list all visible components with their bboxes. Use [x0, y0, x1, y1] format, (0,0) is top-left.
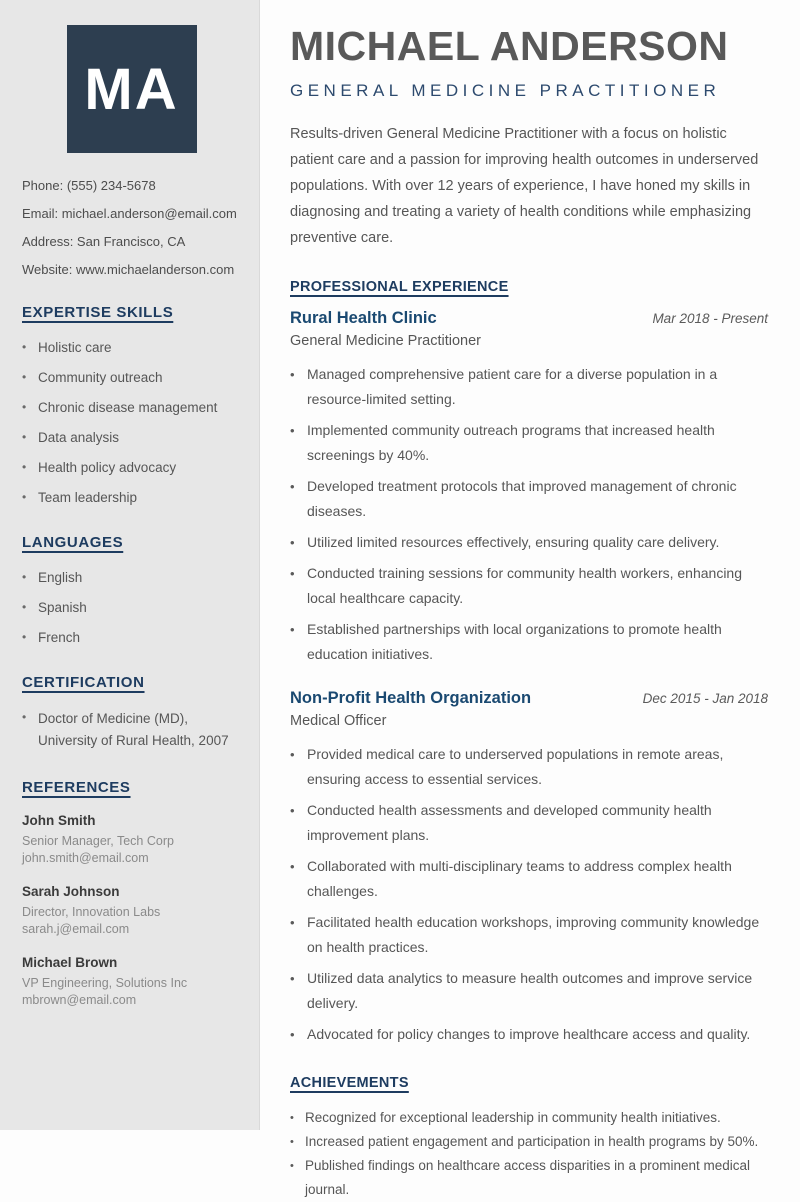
bullet-dot: • — [290, 915, 295, 930]
job-bullets — [290, 742, 768, 1047]
job-bullet — [290, 798, 768, 848]
reference-name: Sarah Johnson — [22, 884, 120, 899]
bullet-dot: • — [290, 971, 295, 986]
person-name: MICHAEL ANDERSON — [290, 23, 729, 69]
skill-item — [22, 458, 241, 477]
bullet-dot: • — [290, 1160, 294, 1172]
job-bullet — [290, 561, 768, 611]
bullet-dot: • — [290, 367, 295, 382]
skill-label: Holistic care — [38, 340, 112, 355]
monogram-badge — [67, 25, 197, 153]
job-header — [290, 309, 768, 328]
certification-label: Doctor of Medicine (MD), University of Rural Health, 2007 — [38, 711, 229, 748]
reference-name: John Smith — [22, 813, 96, 828]
reference-email: mbrown@email.com — [22, 993, 137, 1007]
reference-email: sarah.j@email.com — [22, 922, 130, 936]
achievement-item — [290, 1130, 768, 1154]
language-label: English — [38, 570, 83, 585]
contact-line: Address: San Francisco, CA — [22, 234, 186, 249]
bullet-dot: • — [290, 423, 295, 438]
skill-item — [22, 488, 241, 507]
reference-role: Senior Manager, Tech Corp — [22, 834, 174, 848]
languages-heading: LANGUAGES — [22, 534, 124, 551]
bullet-dot: • — [22, 370, 27, 384]
job-bullet-text: Provided medical care to underserved populations in remote areas, ensuring access to essential services. — [307, 746, 724, 787]
job-bullet-text: Conducted training sessions for community health workers, enhancing local healthcare capacity. — [307, 565, 743, 606]
skills-list — [22, 338, 241, 507]
bullet-dot: • — [290, 535, 295, 550]
achievement-text: Recognized for exceptional leadership in community health initiatives. — [305, 1110, 721, 1125]
bullet-dot: • — [22, 460, 27, 474]
job-bullet — [290, 617, 768, 667]
bullet-dot: • — [290, 1136, 294, 1148]
job-dates: Dec 2015 - Jan 2018 — [642, 691, 768, 706]
job-bullet-text: Utilized limited resources effectively, ensuring quality care delivery. — [307, 534, 720, 550]
job-dates: Mar 2018 - Present — [652, 311, 768, 326]
bullet-dot: • — [22, 400, 27, 414]
summary-text: Results-driven General Medicine Practitioner with a focus on holistic patient care and a passion for improving health outcomes in underserved populations. With over 12 years of experience, I have honed my skills in diagnosing and treating a variety of health conditions while emphasizing preventive care. — [290, 126, 759, 246]
skill-label: Health policy advocacy — [38, 460, 177, 475]
bullet-dot: • — [290, 1027, 295, 1042]
bullet-dot: • — [290, 1112, 294, 1124]
job-company: Non-Profit Health Organization — [290, 689, 532, 707]
skill-item — [22, 428, 241, 447]
job-bullet — [290, 474, 768, 524]
job-bullet — [290, 854, 768, 904]
language-item — [22, 568, 241, 587]
job-bullet-text: Established partnerships with local organizations to promote health education initiatives. — [307, 621, 722, 662]
bullet-dot: • — [22, 600, 27, 614]
monogram-text: MA — [84, 56, 179, 122]
main-column — [260, 0, 800, 1197]
job-bullet-text: Implemented community outreach programs that increased health screenings by 40%. — [307, 422, 715, 463]
references-list — [22, 813, 241, 1009]
reference-email: john.smith@email.com — [22, 851, 149, 865]
reference-entry — [22, 955, 241, 1009]
bullet-dot: • — [290, 859, 295, 874]
job-entry — [290, 309, 768, 667]
contact-line: Website: www.michaelanderson.com — [22, 262, 235, 277]
skill-item — [22, 398, 241, 417]
contact-line: Phone: (555) 234-5678 — [22, 178, 156, 193]
reference-entry — [22, 813, 241, 867]
skills-heading: EXPERTISE SKILLS — [22, 304, 174, 321]
skill-item — [22, 338, 241, 357]
achievement-item — [290, 1106, 768, 1130]
achievements-heading: ACHIEVEMENTS — [290, 1075, 409, 1091]
certification-item — [22, 708, 241, 752]
job-role: Medical Officer — [290, 713, 387, 729]
job-bullet — [290, 530, 768, 555]
bullet-dot: • — [290, 622, 295, 637]
language-item — [22, 628, 241, 647]
achievements-list — [290, 1106, 768, 1202]
jobs — [290, 309, 768, 1047]
bullet-dot: • — [22, 490, 27, 504]
language-item — [22, 598, 241, 617]
achievement-text: Published findings on healthcare access disparities in a prominent medical journal. — [305, 1158, 750, 1197]
language-label: French — [38, 630, 81, 645]
job-bullet — [290, 362, 768, 412]
bullet-dot: • — [290, 479, 295, 494]
certification-list — [22, 708, 241, 752]
achievement-item — [290, 1154, 768, 1202]
job-bullet — [290, 966, 768, 1016]
certification-heading: CERTIFICATION — [22, 674, 145, 691]
bullet-dot: • — [22, 710, 27, 724]
skill-label: Community outreach — [38, 370, 163, 385]
achievement-text: Increased patient engagement and participation in health programs by 50%. — [305, 1134, 759, 1149]
reference-name: Michael Brown — [22, 955, 118, 970]
job-role: General Medicine Practitioner — [290, 333, 482, 349]
sidebar — [0, 0, 260, 1130]
job-company: Rural Health Clinic — [290, 309, 437, 327]
bullet-dot: • — [22, 340, 27, 354]
bullet-dot: • — [22, 630, 27, 644]
skill-label: Team leadership — [38, 490, 138, 505]
contact-info — [22, 178, 241, 277]
job-bullet-text: Managed comprehensive patient care for a diverse population in a resource-limited setting. — [307, 366, 718, 407]
job-bullet-text: Advocated for policy changes to improve healthcare access and quality. — [307, 1026, 751, 1042]
skill-item — [22, 368, 241, 387]
job-header — [290, 689, 768, 708]
reference-role: Director, Innovation Labs — [22, 905, 161, 919]
job-bullet-text: Developed treatment protocols that improved management of chronic diseases. — [307, 478, 737, 519]
languages-list — [22, 568, 241, 647]
reference-entry — [22, 884, 241, 938]
bullet-dot: • — [290, 803, 295, 818]
job-bullet-text: Conducted health assessments and developed community health improvement plans. — [307, 802, 712, 843]
job-bullet-text: Facilitated health education workshops, improving community knowledge on health practices. — [307, 914, 760, 955]
bullet-dot: • — [22, 570, 27, 584]
language-label: Spanish — [38, 600, 87, 615]
job-bullets — [290, 362, 768, 667]
skill-label: Data analysis — [38, 430, 120, 445]
experience-heading: PROFESSIONAL EXPERIENCE — [290, 279, 509, 295]
person-title: GENERAL MEDICINE PRACTITIONER — [290, 81, 721, 100]
job-entry — [290, 689, 768, 1047]
job-bullet — [290, 742, 768, 792]
references-heading: REFERENCES — [22, 779, 131, 796]
job-bullet — [290, 418, 768, 468]
job-bullet-text: Collaborated with multi-disciplinary teams to address complex health challenges. — [307, 858, 732, 899]
job-bullet — [290, 1022, 768, 1047]
bullet-dot: • — [290, 566, 295, 581]
job-bullet — [290, 910, 768, 960]
job-bullet-text: Utilized data analytics to measure health outcomes and improve service delivery. — [307, 970, 753, 1011]
reference-role: VP Engineering, Solutions Inc — [22, 976, 188, 990]
bullet-dot: • — [290, 747, 295, 762]
skill-label: Chronic disease management — [38, 400, 218, 415]
bullet-dot: • — [22, 430, 27, 444]
contact-line: Email: michael.anderson@email.com — [22, 206, 237, 221]
